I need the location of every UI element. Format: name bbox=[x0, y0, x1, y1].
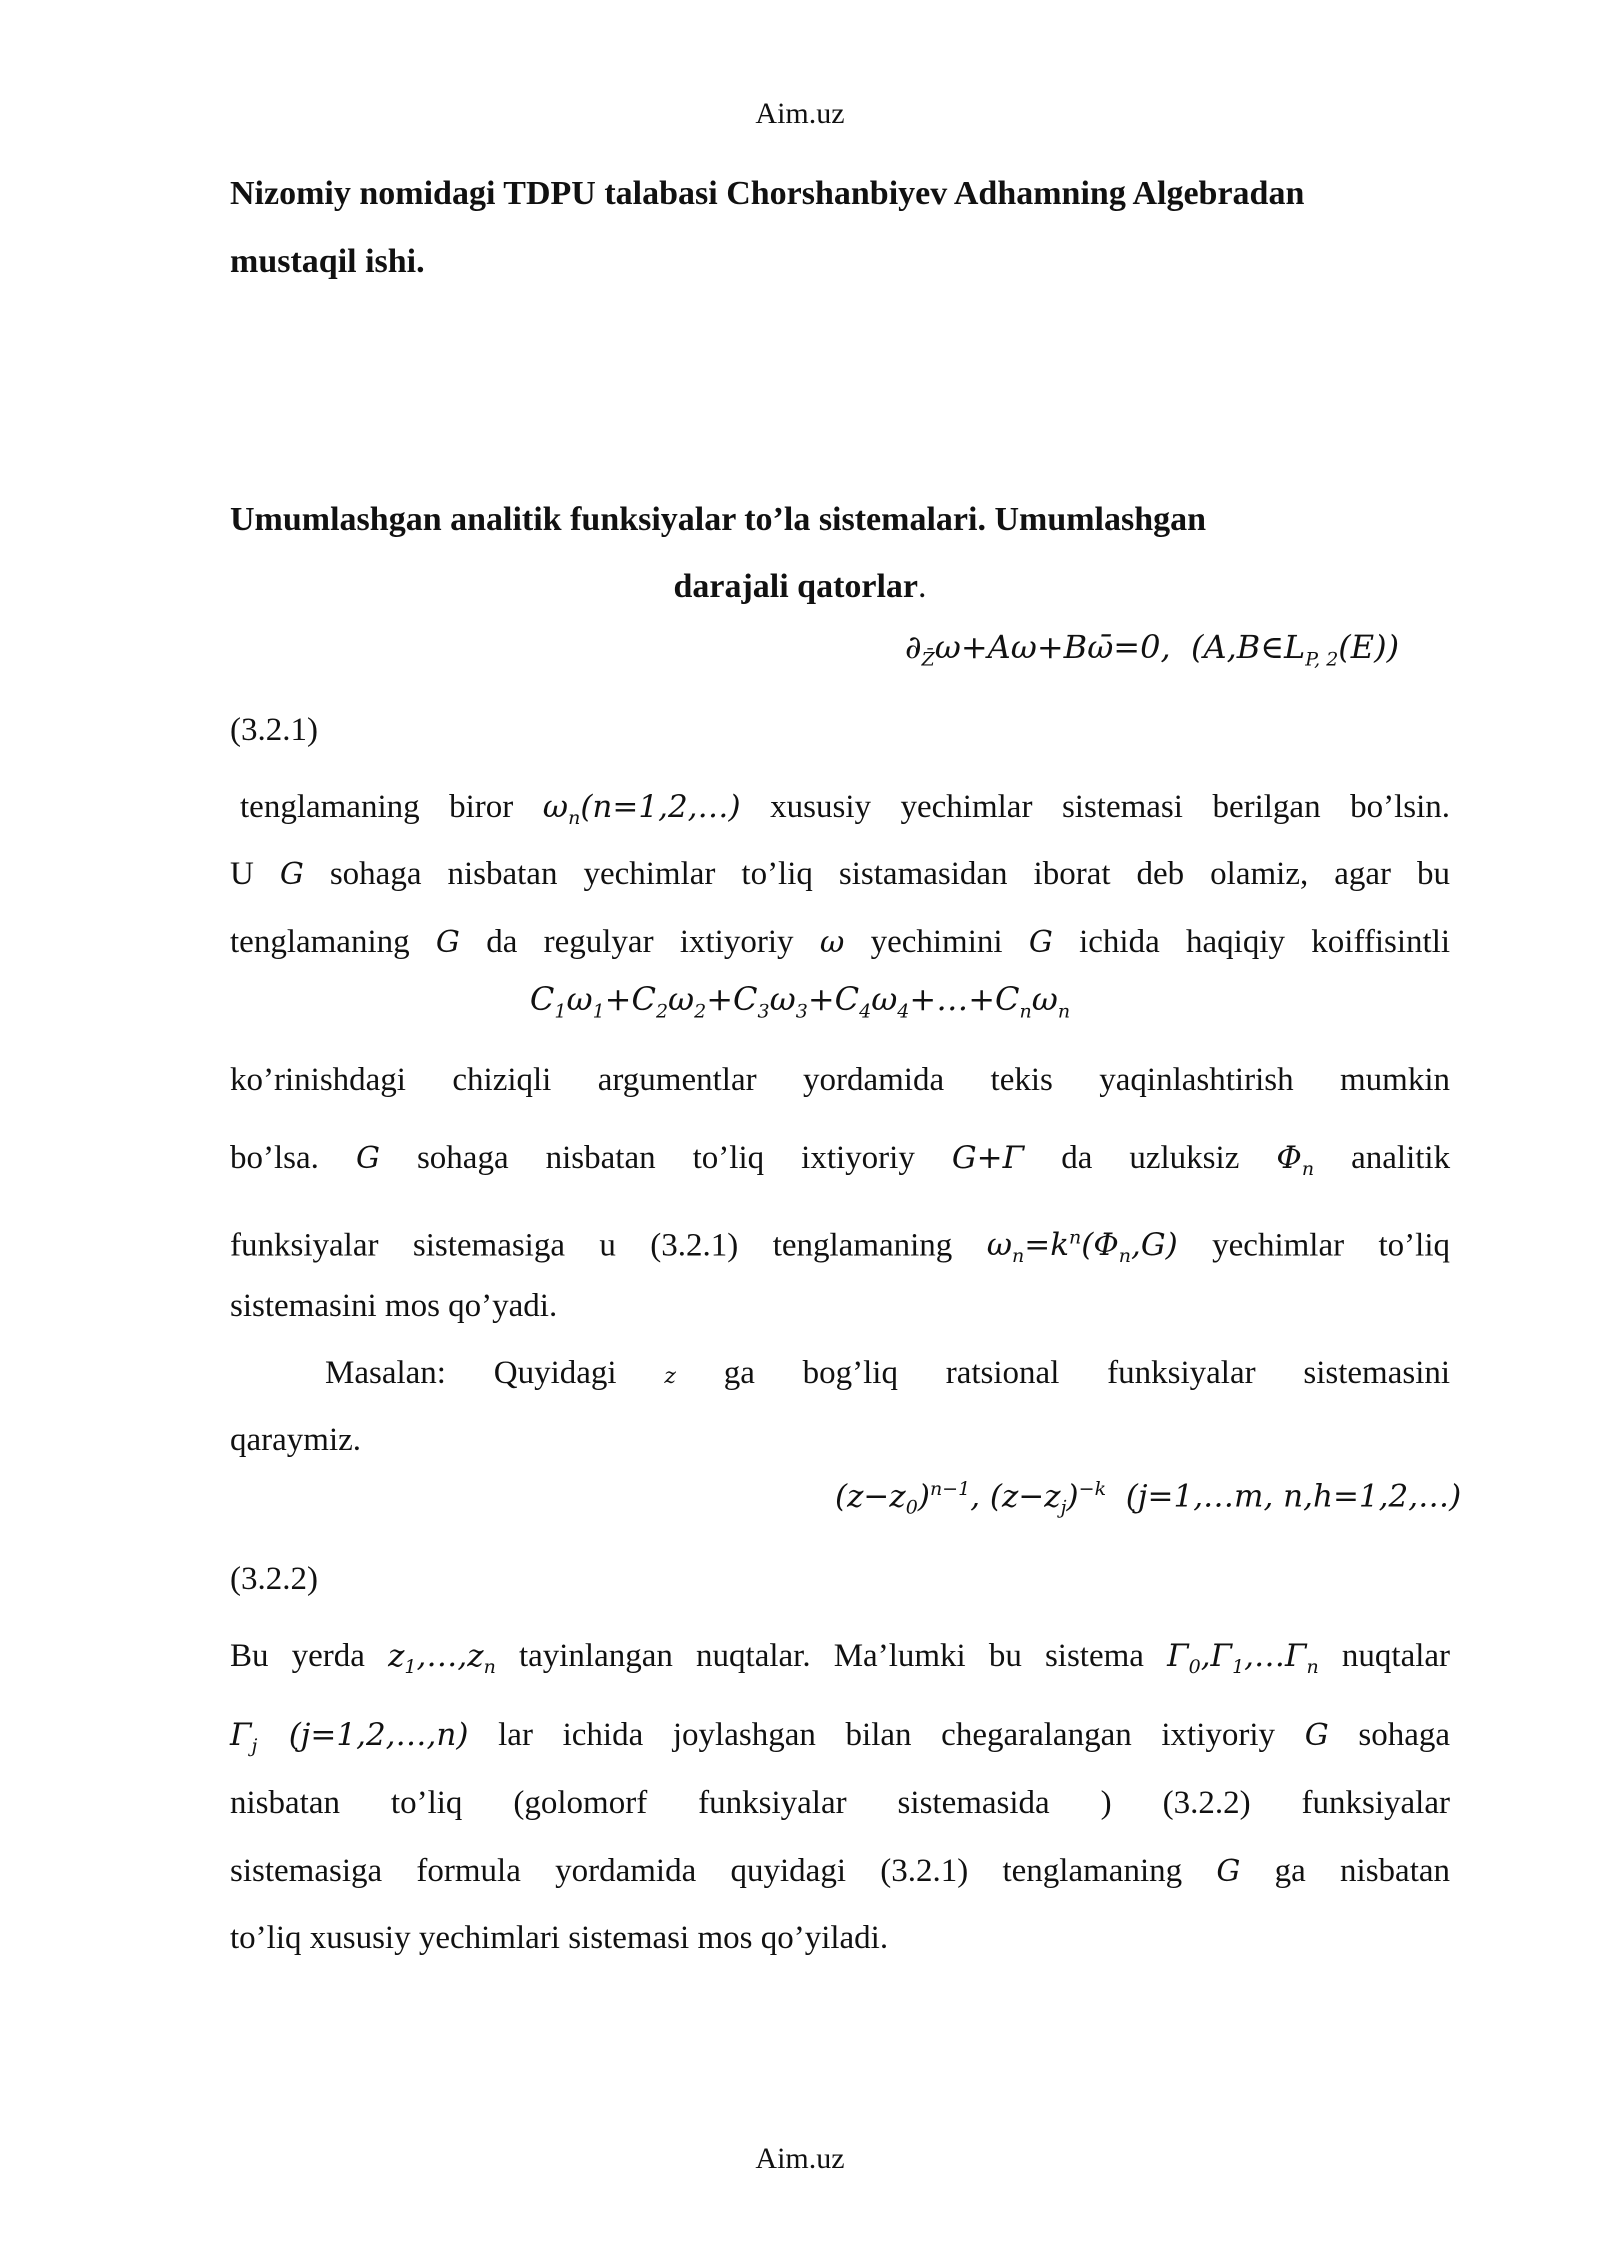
section-title-period: . bbox=[918, 568, 927, 605]
paragraph-line-8 bbox=[325, 1339, 1450, 1411]
text-l10a: Bu yerda bbox=[230, 1638, 365, 1674]
equation-label-3-2-1: (3.2.1) bbox=[230, 712, 318, 748]
page-header: Aim.uz bbox=[755, 97, 845, 130]
page-footer: Aim.uz bbox=[755, 2142, 845, 2175]
paragraph-line-5 bbox=[230, 1124, 1450, 1203]
section-title-line-2 bbox=[0, 553, 1600, 621]
formula-3-2-1-text: $\partial_{Z̄}\omega+A\omega+B\omegā=0$, $(A,B\in L_{P, 2}(E))$ bbox=[905, 628, 1400, 671]
text-l3d: ichida haqiqiy koiffisintli bbox=[1079, 924, 1451, 960]
paragraph-line-3 bbox=[230, 908, 1450, 977]
symbol-G: G bbox=[1216, 1854, 1241, 1889]
text-l13b: ga nisbatan bbox=[1274, 1853, 1451, 1889]
text-l8a: Masalan: Quyidagi bbox=[325, 1355, 617, 1391]
text-l11b: sohaga bbox=[1358, 1717, 1451, 1753]
formula-linear-combination: $C_1\omega_1+C_2\omega_2+C_3\omega_3+C_4\omega_4+\dots+C_n\omega_n$ bbox=[529, 980, 1071, 1023]
symbol-G: G bbox=[435, 925, 460, 960]
text-l1a: tenglamaning biror bbox=[240, 789, 514, 825]
text-l10b: tayinlangan nuqtalar. Ma’lumki bu sistema bbox=[518, 1638, 1144, 1674]
text-l2b: sohaga nisbatan yechimlar to’liq sistamasidan iborat deb olamiz, agar bu bbox=[329, 856, 1451, 892]
symbol-G: G bbox=[355, 1141, 380, 1176]
symbol-G: G bbox=[279, 857, 304, 892]
text-l10c: nuqtalar bbox=[1341, 1638, 1451, 1674]
text-l3a: tenglamaning bbox=[230, 924, 410, 960]
paragraph-line-9: qaraymiz. bbox=[230, 1422, 362, 1458]
symbol-omega: ω bbox=[819, 925, 845, 960]
paragraph-line-12: nisbatan to’liq (golomorf funksiyalar sistemasida ) (3.2.2) funksiyalar bbox=[230, 1785, 1450, 1821]
intro-line-1: Nizomiy nomidagi TDPU talabasi Chorshanbiyev Adhamning Algebradan bbox=[230, 175, 1305, 212]
symbol-z: z bbox=[664, 1364, 676, 1389]
text-l5c: da uzluksiz bbox=[1061, 1140, 1240, 1176]
text-l2a: U bbox=[230, 856, 254, 892]
text-l5d: analitik bbox=[1351, 1140, 1451, 1176]
formula-3-2-1 bbox=[905, 628, 1399, 670]
symbol-G: G bbox=[1304, 1718, 1329, 1753]
symbol-G: G bbox=[1028, 925, 1053, 960]
paragraph-line-2 bbox=[230, 840, 1450, 909]
intro-line-2: mustaqil ishi. bbox=[230, 243, 425, 280]
text-l6a: funksiyalar sistemasiga u (3.2.1) tenglamaning bbox=[230, 1227, 953, 1264]
paragraph-line-13 bbox=[230, 1837, 1450, 1906]
text-l11a: lar ichida joylashgan bilan chegaralangan ixtiyoriy bbox=[498, 1717, 1276, 1753]
text-l3c: yechimini bbox=[870, 924, 1003, 960]
formula-3-2-2: $(z-z_0)^{n-1}$, $(z-z_j)^{-k}$ (j=1,…m, n,h=1,2,…) bbox=[835, 1478, 1462, 1519]
text-l8b: ga bog’liq ratsional funksiyalar sistemasini bbox=[723, 1355, 1451, 1391]
text-l6b: yechimlar to’liq bbox=[1212, 1227, 1450, 1264]
paragraph-line-14: to’liq xususiy yechimlari sistemasi mos qo’yiladi. bbox=[230, 1920, 889, 1956]
section-title-text: darajali qatorlar bbox=[673, 568, 919, 605]
formula-Phi-n: $\Phi_n$ bbox=[1276, 1140, 1315, 1181]
section-title-line-1: Umumlashgan analitik funksiyalar to’la sistemalari. Umumlashgan bbox=[230, 501, 1207, 538]
equation-label-3-2-2: (3.2.2) bbox=[230, 1561, 318, 1597]
formula-omega-k: $\omega_n=k^n(\Phi_n,G)$ bbox=[986, 1227, 1178, 1268]
formula-G-plus-Gamma: G+Γ bbox=[951, 1140, 1025, 1176]
formula-omega-n-set: $\omega_n(n=1,2,\dots)$ bbox=[542, 789, 741, 830]
text-l1b: xususiy yechimlar sistemasi berilgan bo’lsin. bbox=[770, 789, 1451, 825]
text-l5a: bo’lsa. bbox=[230, 1140, 319, 1176]
text-l13a: sistemasiga formula yordamida quyidagi (3.2.1) tenglamaning bbox=[230, 1853, 1183, 1889]
paragraph-line-7: sistemasini mos qo’yadi. bbox=[230, 1288, 558, 1324]
text-l5b: sohaga nisbatan to’liq ixtiyoriy bbox=[416, 1140, 915, 1176]
formula-gamma-j: $\Gamma_j$ (j=1,2,…,n) bbox=[230, 1717, 469, 1758]
paragraph-line-4: ko’rinishdagi chiziqli argumentlar yordamida tekis yaqinlashtirish mumkin bbox=[230, 1062, 1450, 1098]
text-l3b: da regulyar ixtiyoriy bbox=[486, 924, 794, 960]
formula-gamma-list: $\Gamma_0,\Gamma_1,\dots\Gamma_n$ bbox=[1167, 1638, 1319, 1679]
formula-z-list: $z_1,\dots,z_n$ bbox=[388, 1638, 496, 1679]
paragraph-line-10 bbox=[230, 1622, 1450, 1701]
